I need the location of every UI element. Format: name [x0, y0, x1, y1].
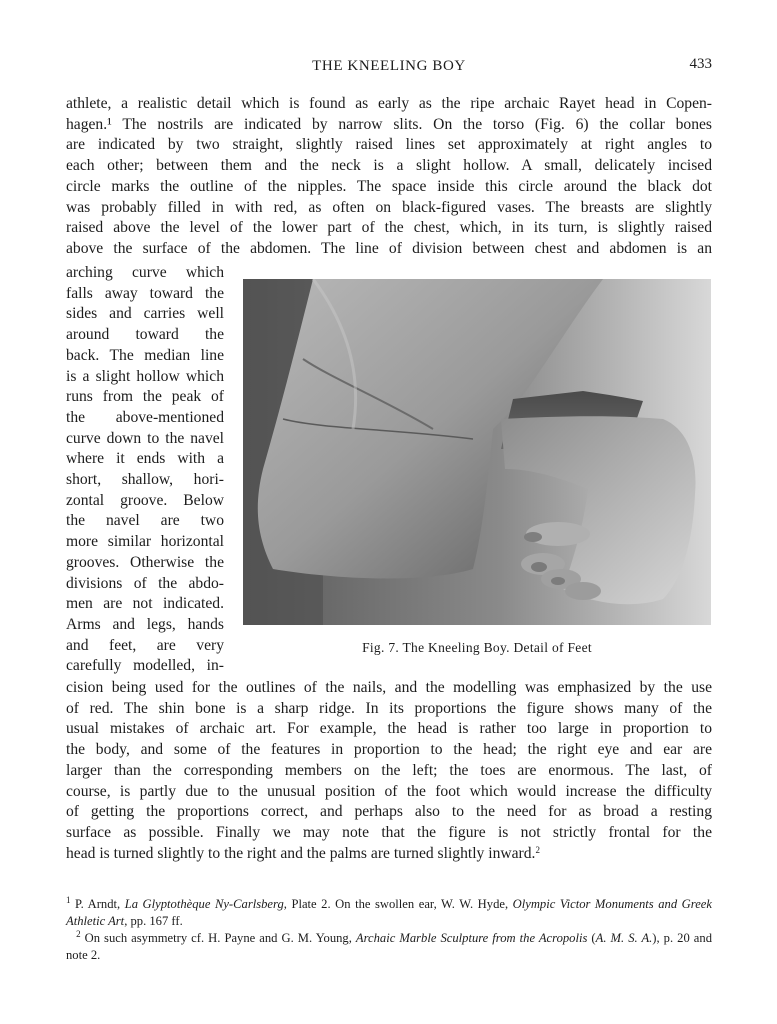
page-number: 433	[689, 56, 712, 72]
footnote-title: Archaic Marble Sculpture from the Acropolis	[355, 931, 588, 945]
wrapped-text-column	[66, 263, 224, 677]
running-title: THE KNEELING BOY	[312, 58, 466, 74]
text-line: back. The median line	[66, 346, 224, 364]
text-line: of getting the proportions correct, and perhaps also to the need for as broad a resting	[66, 803, 712, 821]
text-line: carefully modelled, in-	[66, 657, 224, 675]
text-line: the body, and some of the features in proportion to the head; the right eye and ear are	[66, 741, 712, 759]
footnote-title: Olympic Victor Monuments and Greek Athletic Art	[66, 897, 712, 928]
text-line: larger than the corresponding members on the left; the toes are enormous. The last, of	[66, 761, 712, 779]
text-line: was probably filled in with red, as often on black-figured vases. The breasts are slightly	[66, 198, 712, 216]
footnote-ref-2[interactable]: 2	[535, 844, 540, 855]
text-line: zontal groove. Below	[66, 491, 224, 509]
paragraph-1	[66, 94, 712, 260]
running-header	[66, 56, 712, 82]
paragraph-2	[66, 678, 712, 864]
text-line: more similar horizontal	[66, 533, 224, 551]
text-line: hagen.¹ The nostrils are indicated by narrow slits. On the torso (Fig. 6) the collar bones	[66, 115, 712, 133]
footnote-text: On such asymmetry cf. H. Payne and G. M. Young,	[80, 931, 356, 945]
footnote-text: , Plate 2. On the swollen ear, W. W. Hyde,	[283, 897, 513, 911]
text-line: falls away toward the	[66, 284, 224, 302]
figure-caption: Fig. 7. The Kneeling Boy. Detail of Feet	[362, 640, 592, 655]
text-line: arching curve which	[66, 264, 224, 281]
footnote-text: , pp. 167 ff.	[124, 914, 183, 928]
text-line: circle marks the outline of the nipples. The space inside this circle around the black dot	[66, 177, 712, 195]
sculpture-photo	[243, 279, 711, 625]
text-line: is a slight hollow which	[66, 367, 224, 385]
text-line: above the surface of the abdomen. The line of division between chest and abdomen is an	[66, 239, 712, 257]
text-line: short, shallow, hori-	[66, 471, 224, 489]
figure-kneeling-boy-feet	[243, 279, 711, 625]
text-line: the above-mentioned	[66, 408, 224, 426]
footnote-1	[66, 896, 712, 930]
text-line: divisions of the abdo-	[66, 574, 224, 592]
footnote-text: ), p. 20 and note 2.	[66, 931, 712, 962]
text-line: and feet, are very	[66, 636, 224, 654]
text-line: runs from the peak of	[66, 388, 224, 406]
text-line: the navel are two	[66, 512, 224, 530]
footnote-title: La Glyptothèque Ny-Carlsberg	[124, 897, 284, 911]
text-line: grooves. Otherwise the	[66, 553, 224, 571]
footnote-mark: 1	[66, 895, 71, 905]
text-line: of red. The shin bone is a sharp ridge. In its proportions the figure shows many of the	[66, 699, 712, 717]
text-line: each other; between them and the neck is a slight hollow. A small, delicately incised	[66, 157, 712, 175]
text-line	[66, 844, 712, 865]
text-line: usual mistakes of archaic art. For example, the head is rather too large in proportion to	[66, 720, 712, 738]
footnote-mark: 2	[76, 929, 81, 939]
text-line: cision being used for the outlines of the nails, and the modelling was emphasized by the use	[66, 679, 712, 696]
text-line-content: head is turned slightly to the right and the palms are turned slightly inward.	[66, 844, 536, 862]
text-line: are indicated by two straight, slightly raised lines set approximately at right angles to	[66, 136, 712, 154]
footnote-2	[66, 930, 712, 964]
text-line: Arms and legs, hands	[66, 615, 224, 633]
text-line: sides and carries well	[66, 305, 224, 323]
text-line: around toward the	[66, 326, 224, 344]
text-line: athlete, a realistic detail which is found as early as the ripe archaic Rayet head in Copen-	[66, 95, 712, 112]
text-line: surface as possible. Finally we may note that the figure is not strictly frontal for the	[66, 823, 712, 841]
footnote-text: (	[587, 931, 596, 945]
text-line: men are not indicated.	[66, 595, 224, 613]
text-line: course, is partly due to the unusual position of the foot which would increase the difficulty	[66, 782, 712, 800]
text-line: raised above the level of the lower part of the chest, which, in its turn, is slightly raised	[66, 219, 712, 237]
footnote-text: P. Arndt,	[70, 897, 125, 911]
text-line: curve down to the navel	[66, 429, 224, 447]
footnote-abbrev: A. M. S. A.	[595, 931, 653, 945]
text-line: where it ends with a	[66, 450, 224, 468]
